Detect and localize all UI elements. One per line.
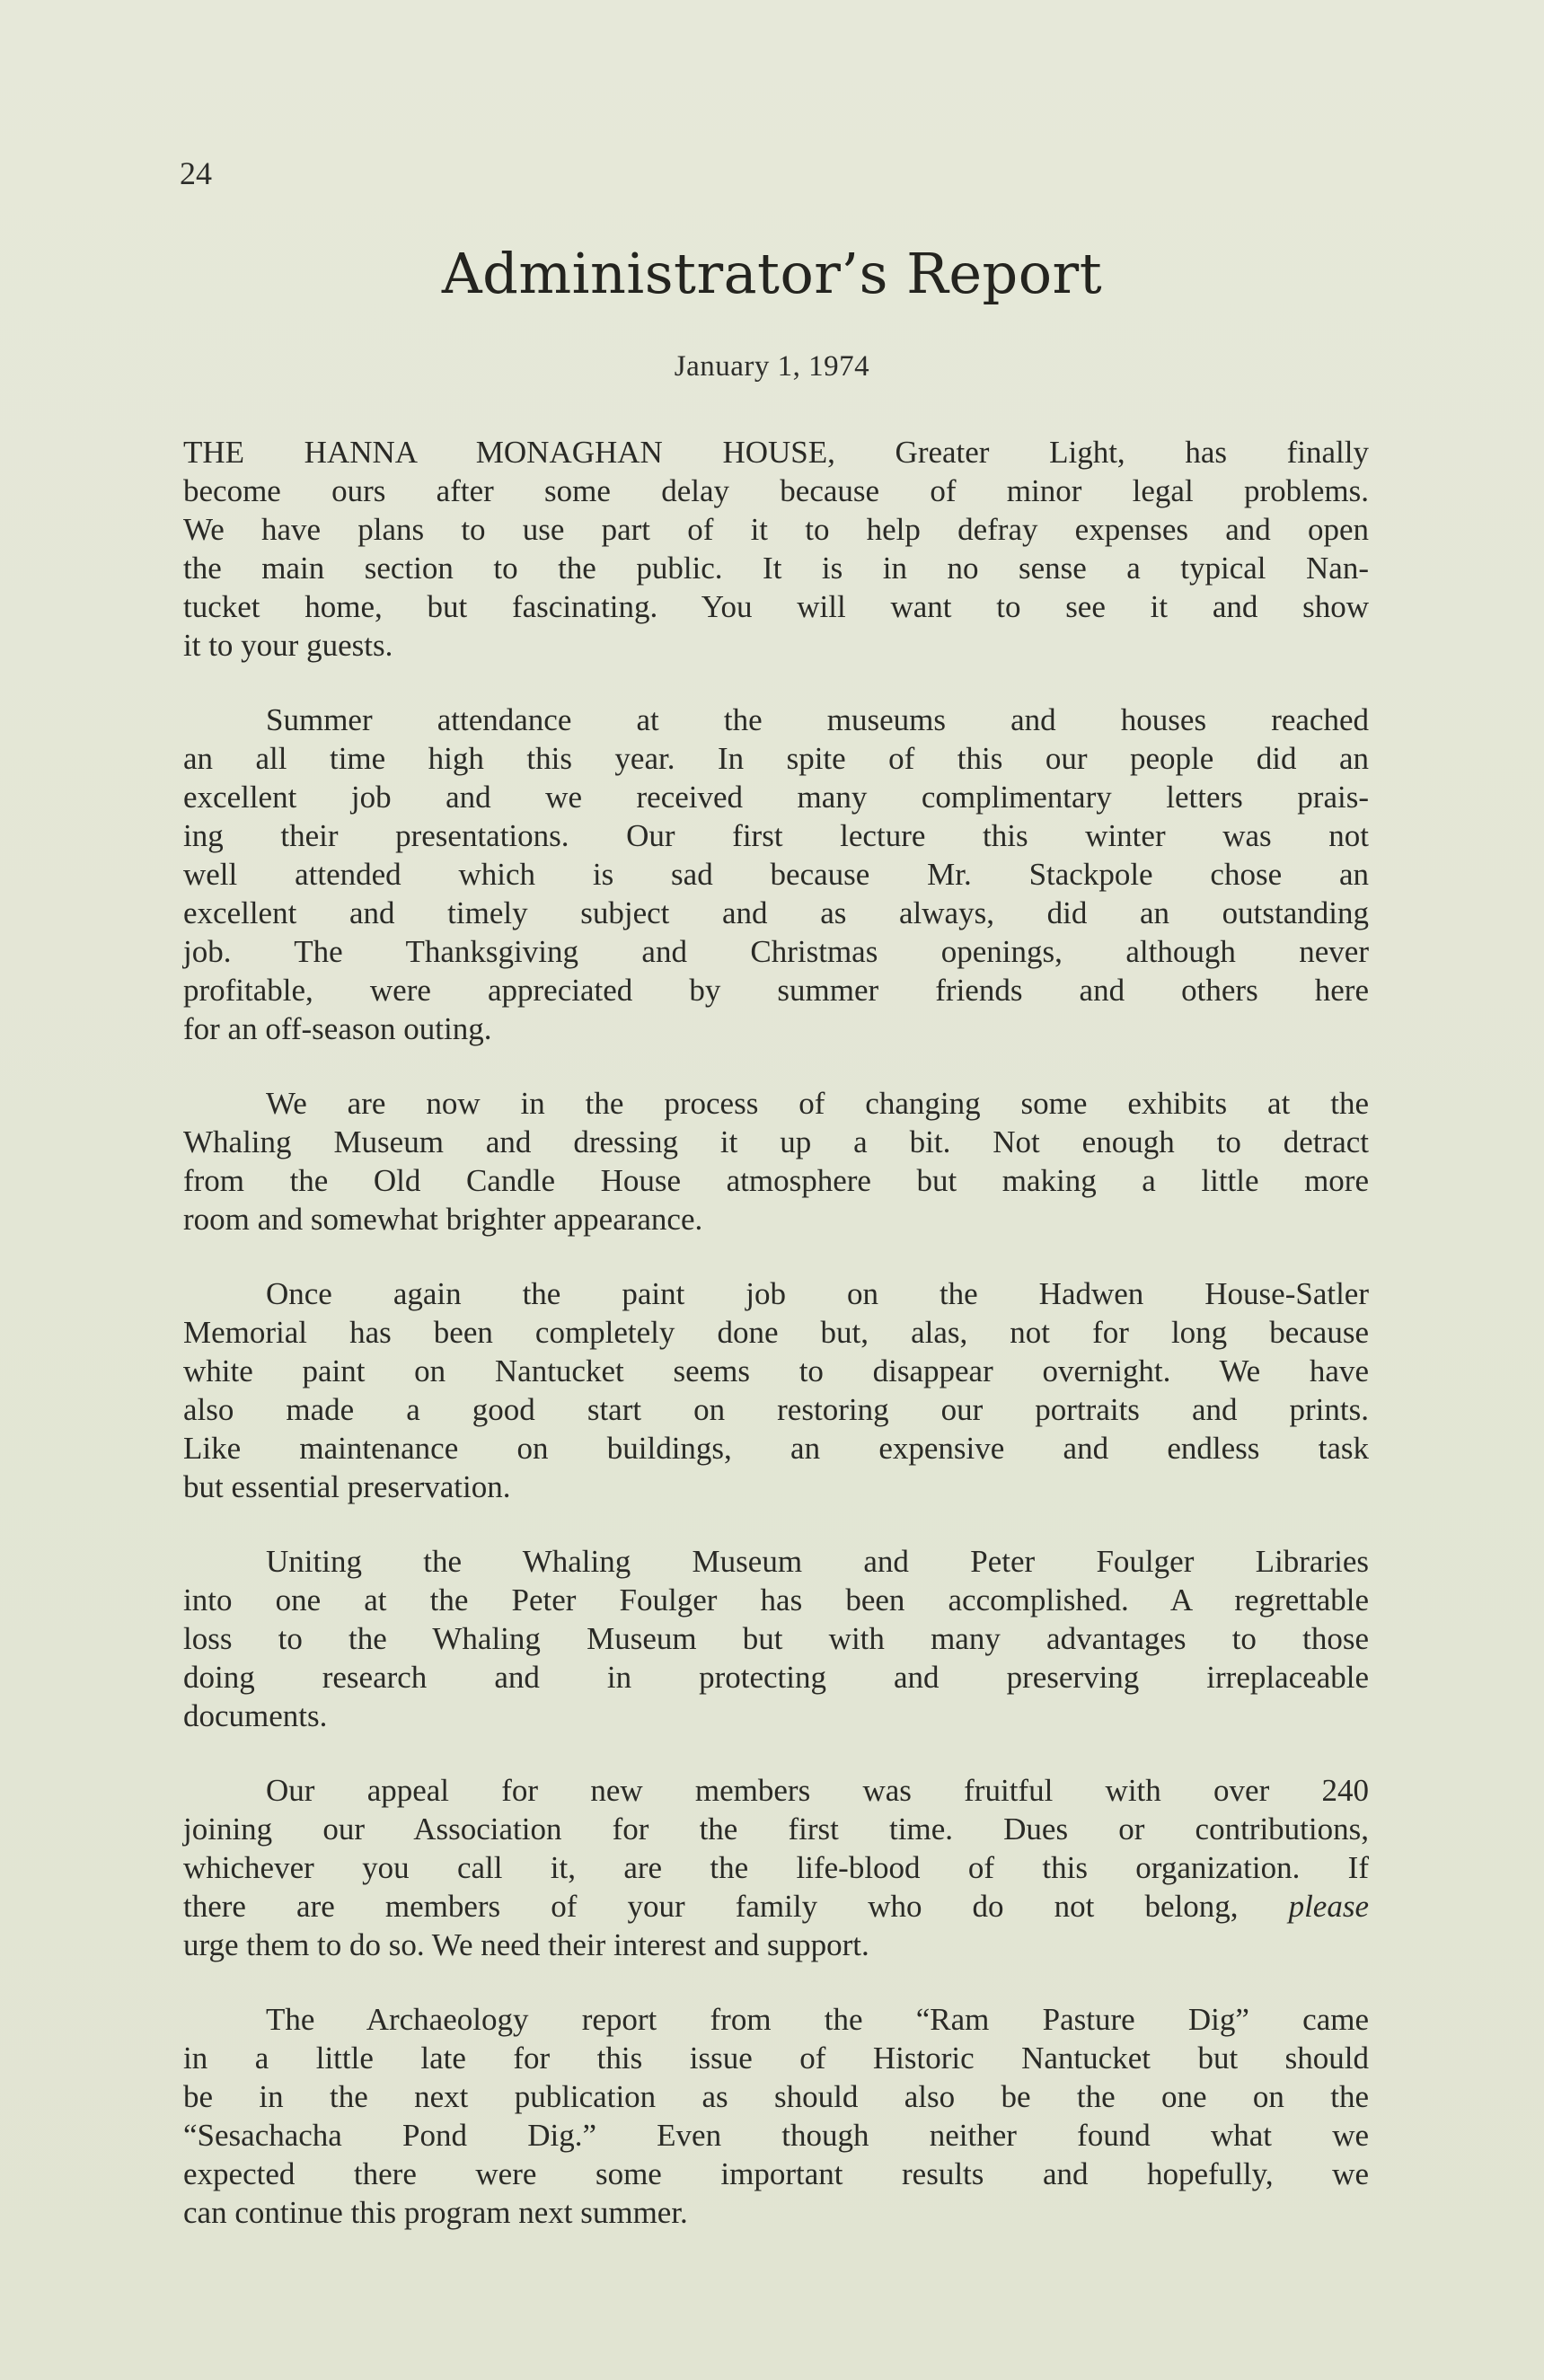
paragraph-line: profitable, were appreciated by summer friends and others here xyxy=(183,973,1369,1008)
paragraph-line: Memorial has been completely done but, alas, not for long because xyxy=(183,1315,1369,1350)
paragraph-line: white paint on Nantucket seems to disappear overnight. We have xyxy=(183,1353,1369,1388)
paragraph-line: room and somewhat brighter appearance. xyxy=(183,1202,703,1237)
paragraph-line: become ours after some delay because of minor legal problems. xyxy=(183,473,1369,508)
paragraph-line: Summer attendance at the museums and houses reached xyxy=(266,702,1369,737)
page-number: 24 xyxy=(180,155,212,191)
paragraph xyxy=(183,1771,1369,1964)
paragraph-line: in a little late for this issue of Historic Nantucket but should xyxy=(183,2041,1369,2076)
paragraph-line: into one at the Peter Foulger has been accomplished. A regrettable xyxy=(183,1582,1369,1618)
paragraph xyxy=(183,1274,1369,1506)
paragraph-line: but essential preservation. xyxy=(183,1469,511,1504)
paragraph-line: excellent job and we received many complimentary letters prais- xyxy=(183,780,1369,815)
paragraph-line: joining our Association for the first time. Dues or contributions, xyxy=(183,1811,1369,1847)
paragraph-line: doing research and in protecting and preserving irreplaceable xyxy=(183,1660,1369,1695)
paragraph xyxy=(183,433,1369,665)
paragraph-line: the main section to the public. It is in no sense a typical Nan- xyxy=(183,551,1369,586)
paragraph-line: also made a good start on restoring our portraits and prints. xyxy=(183,1392,1369,1427)
paragraph-line: Once again the paint job on the Hadwen House-Satler xyxy=(266,1276,1369,1311)
paragraph-line: well attended which is sad because Mr. Stackpole chose an xyxy=(183,857,1369,892)
paragraph xyxy=(183,1542,1369,1735)
paragraph xyxy=(183,2000,1369,2232)
paragraph-line: We have plans to use part of it to help defray expenses and open xyxy=(183,512,1369,547)
paragraph-line: documents. xyxy=(183,1698,328,1733)
paragraph-line: urge them to do so. We need their interest and support. xyxy=(183,1927,869,1962)
paragraph-line: “Sesachacha Pond Dig.” Even though neither found what we xyxy=(183,2118,1369,2153)
paragraph-line: from the Old Candle House atmosphere but making a little more xyxy=(183,1163,1369,1198)
report-body xyxy=(183,433,1369,2268)
paragraph-line: The Archaeology report from the “Ram Pasture Dig” came xyxy=(266,2002,1369,2037)
paragraph-line: loss to the Whaling Museum but with many advantages to those xyxy=(183,1621,1369,1656)
paragraph-line: ing their presentations. Our first lecture this winter was not xyxy=(183,818,1369,853)
paragraph-line: expected there were some important results and hopefully, we xyxy=(183,2156,1369,2191)
paragraph-line: Our appeal for new members was fruitful with over 240 xyxy=(266,1773,1369,1808)
paragraph-line: for an off-season outing. xyxy=(183,1011,492,1046)
paragraph-line: tucket home, but fascinating. You will want to see it and show xyxy=(183,589,1369,624)
paragraph-line: there are members of your family who do not belong, please xyxy=(183,1889,1369,1924)
paragraph xyxy=(183,1084,1369,1238)
paragraph xyxy=(183,701,1369,1048)
paragraph-line: Whaling Museum and dressing it up a bit. Not enough to detract xyxy=(183,1124,1369,1159)
paragraph-line: We are now in the process of changing some exhibits at the xyxy=(266,1086,1369,1121)
paragraph-line: whichever you call it, are the life-blood of this organization. If xyxy=(183,1850,1369,1885)
paragraph-line: an all time high this year. In spite of this our people did an xyxy=(183,741,1369,776)
paragraph-line: THE HANNA MONAGHAN HOUSE, Greater Light, has finally xyxy=(183,435,1369,470)
paragraph-line: job. The Thanksgiving and Christmas openings, although never xyxy=(183,934,1369,969)
paragraph-line: be in the next publication as should also be the one on the xyxy=(183,2079,1369,2114)
paragraph-line: can continue this program next summer. xyxy=(183,2195,688,2230)
paragraph-line: Uniting the Whaling Museum and Peter Foulger Libraries xyxy=(266,1544,1369,1579)
page-title: Administrator’s Report xyxy=(441,241,1103,306)
paragraph-line: excellent and timely subject and as always, did an outstanding xyxy=(183,895,1369,930)
paragraph-line: it to your guests. xyxy=(183,628,393,663)
report-date: January 1, 1974 xyxy=(674,350,870,383)
paragraph-line: Like maintenance on buildings, an expensive and endless task xyxy=(183,1431,1369,1466)
